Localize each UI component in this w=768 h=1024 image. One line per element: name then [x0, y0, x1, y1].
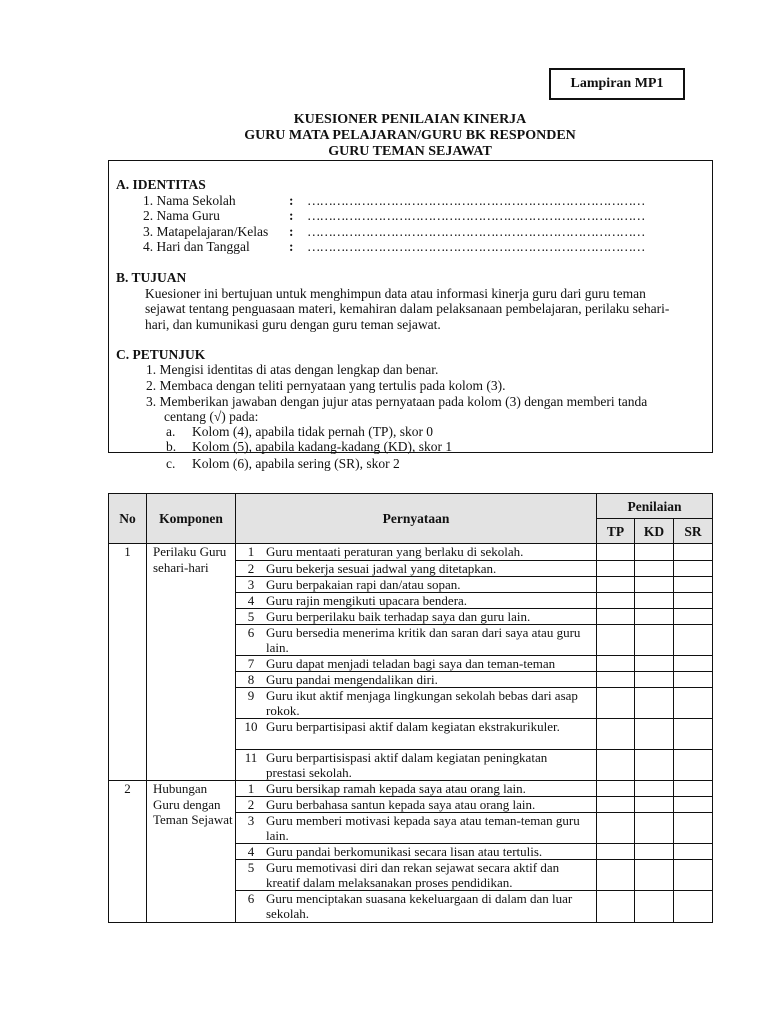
statement-text: Guru dapat menjadi teladan bagi saya dan teman-teman [266, 656, 556, 671]
rating-cell-kd[interactable] [635, 781, 674, 797]
rating-cell-sr[interactable] [674, 625, 713, 656]
rating-cell-kd[interactable] [635, 813, 674, 844]
rating-cell-tp[interactable] [597, 844, 635, 860]
rating-cell-sr[interactable] [674, 781, 713, 797]
field-label-matapelajaran: 3. Matapelajaran/Kelas [143, 224, 269, 239]
header-penilaian: Penilaian [597, 494, 713, 519]
petunjuk-item: 3. Memberikan jawaban dengan jujur atas pernyataan pada kolom (3) dengan memberi tanda [146, 394, 648, 409]
rating-cell-kd[interactable] [635, 593, 674, 609]
field-blank-nama-sekolah[interactable]: ……………………………………………………………………… [307, 193, 645, 208]
statement-cell [236, 750, 597, 781]
statement-number: 3 [247, 577, 255, 592]
rating-cell-kd[interactable] [635, 891, 674, 923]
statement-number: 1 [247, 544, 255, 559]
statement-number: 9 [247, 688, 255, 703]
field-label-nama-guru: 2. Nama Guru [143, 208, 220, 223]
sub-letter: c. [166, 456, 176, 471]
statement-text: Guru berpartisispasi aktif dalam kegiatan peningkatan prestasi sekolah. [266, 750, 548, 780]
rating-cell-kd[interactable] [635, 672, 674, 688]
rating-cell-kd[interactable] [635, 844, 674, 860]
rating-cell-kd[interactable] [635, 561, 674, 577]
statement-text: Guru menciptakan suasana kekeluargaan di dalam dan luar sekolah. [266, 891, 573, 921]
rating-cell-kd[interactable] [635, 577, 674, 593]
title-line-3: GURU TEMAN SEJAWAT [328, 144, 492, 159]
rating-cell-kd[interactable] [635, 656, 674, 672]
rating-cell-tp[interactable] [597, 719, 635, 750]
rating-cell-sr[interactable] [674, 672, 713, 688]
rating-cell-sr[interactable] [674, 844, 713, 860]
title-line-2: GURU MATA PELAJARAN/GURU BK RESPONDEN [244, 128, 576, 143]
rating-cell-tp[interactable] [597, 544, 635, 561]
statement-cell [236, 813, 597, 844]
statement-cell [236, 719, 597, 750]
sub-item: Kolom (5), apabila kadang-kadang (KD), skor 1 [192, 439, 453, 454]
statement-text: Guru mentaati peraturan yang berlaku di sekolah. [266, 544, 524, 559]
statement-text: Guru bersikap ramah kepada saya atau orang lain. [266, 781, 526, 796]
statement-cell [236, 656, 597, 672]
petunjuk-item-cont: centang (√) pada: [164, 409, 259, 424]
rating-cell-kd[interactable] [635, 750, 674, 781]
rating-cell-tp[interactable] [597, 656, 635, 672]
sub-letter: a. [166, 424, 176, 439]
statement-number: 2 [247, 797, 255, 812]
statement-cell [236, 672, 597, 688]
statement-text: Guru bersedia menerima kritik dan saran dari saya atau guru lain. [266, 625, 581, 655]
rating-cell-tp[interactable] [597, 781, 635, 797]
field-blank-nama-guru[interactable]: ……………………………………………………………………… [307, 208, 645, 223]
rating-cell-tp[interactable] [597, 813, 635, 844]
statement-number: 4 [247, 593, 255, 608]
statement-text: Guru memotivasi diri dan rekan sejawat secara aktif dan kreatif dalam melaksanakan proses pendidikan. [266, 860, 560, 890]
attachment-label: Lampiran MP1 [549, 68, 685, 100]
rating-cell-kd[interactable] [635, 625, 674, 656]
rating-cell-tp[interactable] [597, 625, 635, 656]
header-kd: KD [635, 519, 674, 544]
statement-cell [236, 577, 597, 593]
statement-cell [236, 891, 597, 923]
row-group-number: 1 [109, 544, 147, 781]
table-row [109, 781, 713, 797]
statement-text: Guru memberi motivasi kepada saya atau teman-teman guru lain. [266, 813, 580, 843]
row-group-component: Perilaku Guru sehari-hari [147, 544, 236, 781]
statement-cell [236, 561, 597, 577]
rating-cell-sr[interactable] [674, 719, 713, 750]
document-title [108, 112, 712, 160]
statement-text: Guru pandai berkomunikasi secara lisan atau tertulis. [266, 844, 543, 859]
header-komponen: Komponen [147, 494, 236, 544]
header-sr: SR [674, 519, 713, 544]
rating-cell-sr[interactable] [674, 891, 713, 923]
rating-cell-sr[interactable] [674, 544, 713, 561]
rating-cell-sr[interactable] [674, 688, 713, 719]
sub-item: Kolom (6), apabila sering (SR), skor 2 [192, 456, 400, 471]
rating-cell-tp[interactable] [597, 672, 635, 688]
rating-cell-tp[interactable] [597, 688, 635, 719]
table-row [109, 544, 713, 561]
field-blank-matapelajaran[interactable]: ……………………………………………………………………… [307, 224, 645, 239]
statement-number: 6 [247, 891, 255, 906]
statement-number: 5 [247, 609, 255, 624]
statement-text: Guru berperilaku baik terhadap saya dan guru lain. [266, 609, 531, 624]
rating-cell-sr[interactable] [674, 656, 713, 672]
statement-number: 3 [247, 813, 255, 828]
field-colon: : [289, 193, 294, 208]
statement-text: Guru berpartisipasi aktif dalam kegiatan ekstrakurikuler. [266, 719, 560, 734]
statement-text: Guru berbahasa santun kepada saya atau orang lain. [266, 797, 536, 812]
header-pernyataan: Pernyataan [236, 494, 597, 544]
field-colon: : [289, 208, 294, 223]
field-label-nama-sekolah: 1. Nama Sekolah [143, 193, 236, 208]
rating-cell-sr[interactable] [674, 609, 713, 625]
statement-number: 7 [247, 656, 255, 671]
field-colon: : [289, 239, 294, 254]
rating-cell-tp[interactable] [597, 561, 635, 577]
statement-number: 4 [247, 844, 255, 859]
field-label-hari-tanggal: 4. Hari dan Tanggal [143, 239, 250, 254]
row-group-number: 2 [109, 781, 147, 923]
statement-cell [236, 609, 597, 625]
field-blank-hari-tanggal[interactable]: ……………………………………………………………………… [307, 239, 645, 254]
tujuan-heading: B. TUJUAN [116, 270, 187, 285]
identitas-heading: A. IDENTITAS [116, 177, 206, 192]
title-line-1: KUESIONER PENILAIAN KINERJA [293, 112, 527, 127]
header-tp: TP [597, 519, 635, 544]
rating-cell-kd[interactable] [635, 797, 674, 813]
statement-number: 2 [247, 561, 255, 576]
rating-cell-tp[interactable] [597, 860, 635, 891]
rating-cell-sr[interactable] [674, 750, 713, 781]
petunjuk-item: 1. Mengisi identitas di atas dengan lengkap dan benar. [146, 362, 439, 377]
rating-cell-kd[interactable] [635, 719, 674, 750]
statement-number: 5 [247, 860, 255, 875]
petunjuk-heading: C. PETUNJUK [116, 347, 206, 362]
statement-cell [236, 844, 597, 860]
rating-cell-tp[interactable] [597, 891, 635, 923]
statement-number: 11 [244, 750, 258, 765]
statement-text: Guru rajin mengikuti upacara bendera. [266, 593, 468, 608]
statement-text: Guru bekerja sesuai jadwal yang ditetapkan. [266, 561, 497, 576]
statement-text: Guru berpakaian rapi dan/atau sopan. [266, 577, 461, 592]
statement-number: 1 [247, 781, 255, 796]
rating-cell-tp[interactable] [597, 797, 635, 813]
rating-cell-tp[interactable] [597, 609, 635, 625]
rating-cell-kd[interactable] [635, 609, 674, 625]
petunjuk-item: 2. Membaca dengan teliti pernyataan yang tertulis pada kolom (3). [146, 378, 506, 393]
rating-cell-sr[interactable] [674, 577, 713, 593]
tujuan-line: hari, dan kumunikasi guru dengan guru teman sejawat. [145, 317, 441, 332]
statement-cell [236, 688, 597, 719]
statement-number: 10 [244, 719, 258, 734]
rating-cell-sr[interactable] [674, 813, 713, 844]
row-group-component: Hubungan Guru dengan Teman Sejawat [147, 781, 236, 923]
statement-cell [236, 625, 597, 656]
statement-cell [236, 797, 597, 813]
statement-number: 6 [247, 625, 255, 640]
statement-number: 8 [247, 672, 255, 687]
rating-cell-kd[interactable] [635, 688, 674, 719]
field-colon: : [289, 224, 294, 239]
header-no: No [109, 494, 147, 544]
sub-letter: b. [166, 439, 177, 454]
statement-cell [236, 593, 597, 609]
tujuan-line: sejawat tentang penguasaan materi, kemahiran dalam pelaksanaan pembelajaran, perilaku sehari- [145, 301, 670, 316]
rating-cell-sr[interactable] [674, 797, 713, 813]
questionnaire-table [108, 493, 713, 923]
statement-text: Guru pandai mengendalikan diri. [266, 672, 438, 687]
statement-text: Guru ikut aktif menjaga lingkungan sekolah bebas dari asap rokok. [266, 688, 578, 718]
statement-cell [236, 781, 597, 797]
rating-cell-tp[interactable] [597, 577, 635, 593]
rating-cell-kd[interactable] [635, 544, 674, 561]
rating-cell-sr[interactable] [674, 593, 713, 609]
statement-cell [236, 544, 597, 561]
tujuan-line: Kuesioner ini bertujuan untuk menghimpun data atau informasi kinerja guru dari guru teman [145, 286, 646, 301]
rating-cell-tp[interactable] [597, 593, 635, 609]
sub-item: Kolom (4), apabila tidak pernah (TP), skor 0 [192, 424, 434, 439]
statement-cell [236, 860, 597, 891]
rating-cell-kd[interactable] [635, 860, 674, 891]
rating-cell-sr[interactable] [674, 561, 713, 577]
rating-cell-sr[interactable] [674, 860, 713, 891]
rating-cell-tp[interactable] [597, 750, 635, 781]
